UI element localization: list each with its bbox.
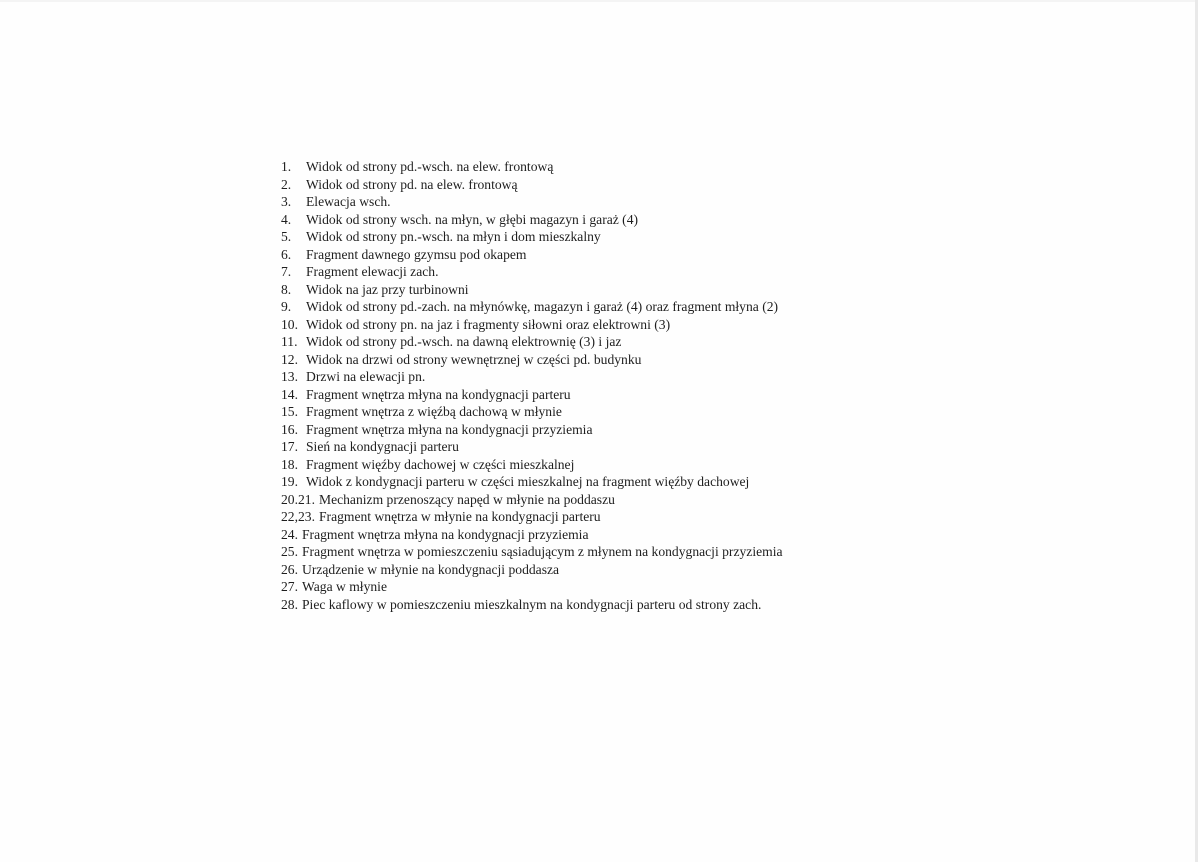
item-text: Waga w młynie — [302, 579, 387, 594]
item-number: 4. — [281, 211, 292, 227]
item-text: Widok na jaz przy turbinowni — [306, 281, 469, 297]
list-item — [281, 281, 783, 299]
item-number: 22,23. — [281, 509, 315, 524]
item-text: Widok od strony pd.-wsch. na elew. frontową — [306, 159, 554, 174]
list-item — [281, 176, 783, 194]
list-item — [281, 526, 783, 544]
list-item — [281, 316, 783, 334]
item-number: 6. — [281, 246, 292, 262]
item-number: 13. — [281, 369, 298, 384]
list-item — [281, 508, 783, 526]
item-text: Fragment wnętrza w pomieszczeniu sąsiadującym z młynem na kondygnacji przyziemia — [302, 544, 783, 559]
list-item — [281, 421, 783, 439]
item-number: 1. — [281, 159, 292, 174]
item-number: 25. — [281, 544, 298, 559]
list-item — [281, 158, 783, 176]
item-number: 26. — [281, 561, 298, 577]
item-text: Drzwi na elewacji pn. — [306, 369, 426, 384]
item-text: Widok z kondygnacji parteru w części mieszkalnej na fragment więźby dachowej — [306, 474, 750, 489]
item-text: Widok od strony pn. na jaz i fragmenty siłowni oraz elektrowni (3) — [306, 316, 671, 332]
list-item — [281, 438, 783, 456]
item-text: Sień na kondygnacji parteru — [306, 439, 459, 454]
item-number: 17. — [281, 439, 298, 454]
item-text: Widok od strony wsch. na młyn, w głębi magazyn i garaż (4) — [306, 211, 639, 227]
item-number: 20.21. — [281, 491, 315, 507]
item-text: Widok od strony pd. na elew. frontową — [306, 176, 518, 192]
list-item — [281, 228, 783, 246]
list-item — [281, 211, 783, 229]
list-item — [281, 596, 783, 614]
item-text: Mechanizm przenoszący napęd w młynie na poddaszu — [318, 491, 615, 507]
item-number: 7. — [281, 264, 292, 279]
scan-edge-top — [0, 0, 1198, 2]
item-number: 19. — [281, 474, 298, 489]
item-text: Widok na drzwi od strony wewnętrznej w części pd. budynku — [306, 351, 642, 367]
item-number: 18. — [281, 456, 298, 472]
item-number: 3. — [281, 194, 292, 209]
photo-caption-list — [281, 158, 783, 613]
list-item — [281, 368, 783, 386]
item-number: 2. — [281, 176, 292, 192]
list-item — [281, 193, 783, 211]
item-text: Fragment wnętrza młyna na kondygnacji przyziemia — [306, 421, 593, 437]
item-text: Fragment więźby dachowej w części mieszkalnej — [306, 456, 575, 472]
item-text: Elewacja wsch. — [306, 194, 391, 209]
list-item — [281, 543, 783, 561]
item-number: 16. — [281, 421, 298, 437]
item-text: Widok od strony pd.-wsch. na dawną elektrownię (3) i jaz — [306, 334, 622, 349]
list-item — [281, 351, 783, 369]
item-number: 10. — [281, 316, 298, 332]
list-item — [281, 263, 783, 281]
item-text: Piec kaflowy w pomieszczeniu mieszkalnym na kondygnacji parteru od strony zach. — [302, 596, 762, 612]
item-number: 27. — [281, 579, 298, 594]
list-item — [281, 491, 783, 509]
item-number: 5. — [281, 229, 292, 244]
list-item — [281, 386, 783, 404]
item-number: 24. — [281, 526, 298, 542]
item-text: Fragment wnętrza młyna na kondygnacji przyziemia — [302, 526, 589, 542]
item-number: 8. — [281, 281, 292, 297]
item-text: Widok od strony pd.-zach. na młynówkę, magazyn i garaż (4) oraz fragment młyna (2) — [306, 299, 779, 314]
item-text: Fragment wnętrza w młynie na kondygnacji parteru — [318, 509, 601, 524]
item-text: Widok od strony pn.-wsch. na młyn i dom mieszkalny — [306, 229, 601, 244]
item-number: 9. — [281, 299, 292, 314]
item-text: Fragment elewacji zach. — [306, 264, 439, 279]
item-number: 15. — [281, 404, 298, 419]
item-number: 14. — [281, 386, 298, 402]
list-item — [281, 473, 783, 491]
list-item — [281, 456, 783, 474]
list-item — [281, 403, 783, 421]
list-item — [281, 333, 783, 351]
list-item — [281, 246, 783, 264]
item-number: 11. — [281, 334, 298, 349]
item-text: Urządzenie w młynie na kondygnacji poddasza — [302, 561, 560, 577]
item-number: 12. — [281, 351, 298, 367]
list-item — [281, 578, 783, 596]
list-item — [281, 561, 783, 579]
item-text: Fragment wnętrza młyna na kondygnacji parteru — [306, 386, 571, 402]
list-item — [281, 298, 783, 316]
item-text: Fragment wnętrza z więźbą dachową w młynie — [306, 404, 562, 419]
item-text: Fragment dawnego gzymsu pod okapem — [306, 246, 527, 262]
item-number: 28. — [281, 596, 298, 612]
